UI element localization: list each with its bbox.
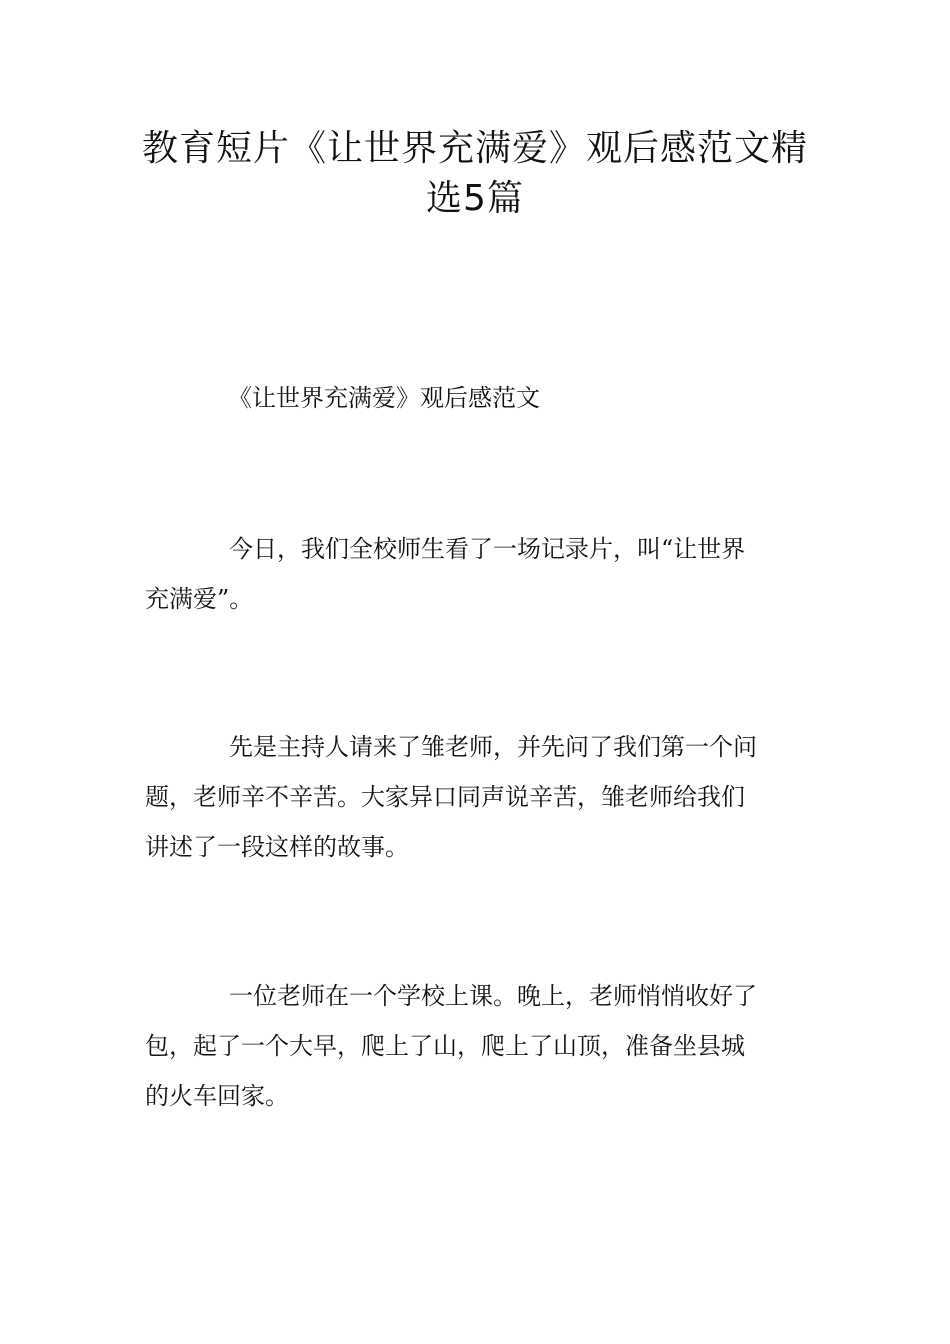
paragraph-line: 一位老师在一个学校上课。晚上，老师悄悄收好了 [229,982,757,1010]
paragraph-line: 讲述了一段这样的故事。 [145,833,409,861]
document-title [140,124,810,224]
paragraph-3 [145,971,810,1121]
title-line-1: 教育短片《让世界充满爱》观后感范文精 [141,128,808,169]
title-line-2: 选5篇 [426,178,524,219]
paragraph-line: 包，起了一个大早，爬上了山，爬上了山顶，准备坐县城 [145,1032,745,1060]
paragraph-line: 今日，我们全校师生看了一场记录片，叫“让世界 [229,535,746,563]
paragraph-2 [145,722,810,872]
paragraph-line: 充满爱”。 [145,585,254,613]
section-heading: 《让世界充满爱》观后感范文 [228,384,540,412]
paragraph-line: 题，老师辛不辛苦。大家异口同声说辛苦，雏老师给我们 [145,783,745,811]
paragraph-1 [145,524,810,624]
paragraph-line: 的火车回家。 [145,1082,289,1110]
paragraph-line: 先是主持人请来了雏老师，并先问了我们第一个问 [229,733,757,761]
